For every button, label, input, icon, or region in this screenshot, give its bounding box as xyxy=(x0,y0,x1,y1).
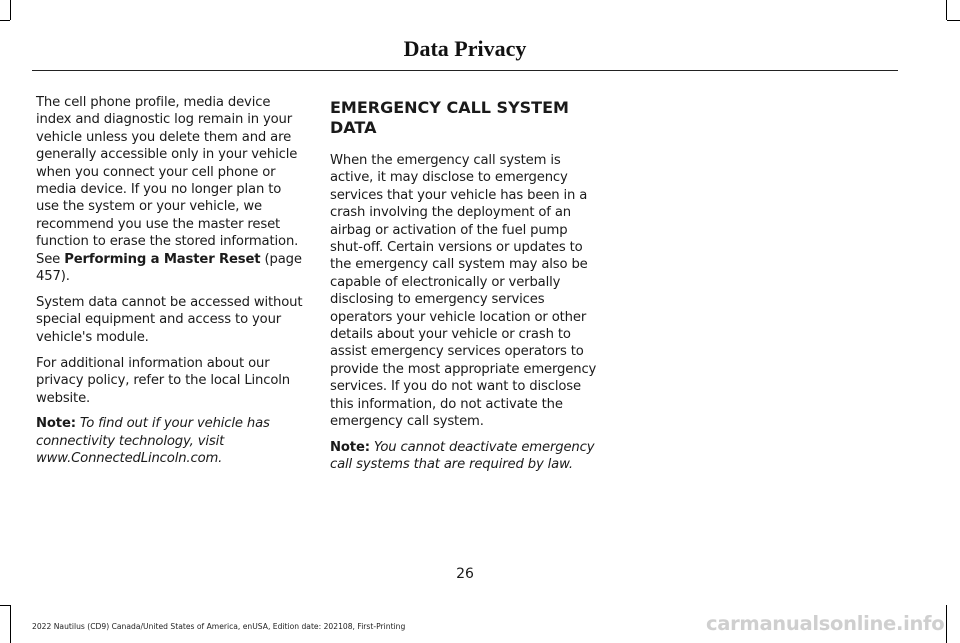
crop-mark-top-right-v xyxy=(946,0,947,20)
paragraph-system-data: System data cannot be accessed without special equipment and access to your vehicle's module. xyxy=(36,294,303,345)
page-reference: (page 457). xyxy=(36,251,302,285)
crop-mark-top-left-h xyxy=(0,20,10,21)
page-number: 26 xyxy=(456,566,474,582)
paragraph-text: The cell phone profile, media device index and diagnostic log remain in your vehicle unless you delete them and are generally accessible only in your vehicle when you connect your cell phone or media device. If you no longer plan to use the system or your vehicle, we recommend you use the master reset function to erase the stored information. See xyxy=(36,95,299,267)
note-label: Note: xyxy=(36,416,76,432)
paragraph-profile xyxy=(36,94,308,285)
crop-mark-top-left-v xyxy=(10,0,11,20)
crop-mark-bottom-left-h xyxy=(0,605,10,606)
note-connectivity xyxy=(36,415,308,467)
watermark: carmanualsonline.info xyxy=(706,612,945,635)
footer-edition-info: 2022 Nautilus (CD9) Canada/United States of America, enUSA, Edition date: 202108, First-Printing xyxy=(32,622,406,631)
note-text: To find out if your vehicle has connectivity technology, visit www.ConnectedLincoln.com. xyxy=(36,416,270,467)
section-heading-emergency-call: EMERGENCY CALL SYSTEM DATA xyxy=(330,98,569,137)
right-column xyxy=(330,94,602,482)
paragraph-emergency-call: When the emergency call system is active, it may disclose to emergency services that your vehicle has been in a crash involving the deployment of an airbag or activation of the fuel pump shut-off. Certain versions or updates to the emergency call system may also be capable of electronically or verbally disclosing to emergency services operators your vehicle location or other details about your vehicle or crash to assist emergency services operators to provide the most appropriate emergency services. If you do not want to disclose this information, do not activate the emergency call system. xyxy=(330,153,597,430)
crop-mark-top-right-h xyxy=(947,20,960,21)
page-title: Data Privacy xyxy=(403,36,527,61)
left-column xyxy=(36,94,308,476)
crop-mark-bottom-left-v xyxy=(10,605,11,643)
paragraph-privacy-policy: For additional information about our privacy policy, refer to the local Lincoln website. xyxy=(36,355,291,406)
crop-mark-bottom-right-v xyxy=(946,605,947,643)
note-emergency-call xyxy=(330,439,602,474)
master-reset-link[interactable]: Performing a Master Reset xyxy=(64,251,261,267)
note-text: You cannot deactivate emergency call systems that are required by law. xyxy=(330,440,595,473)
note-label: Note: xyxy=(330,440,370,455)
header-rule xyxy=(32,70,898,71)
